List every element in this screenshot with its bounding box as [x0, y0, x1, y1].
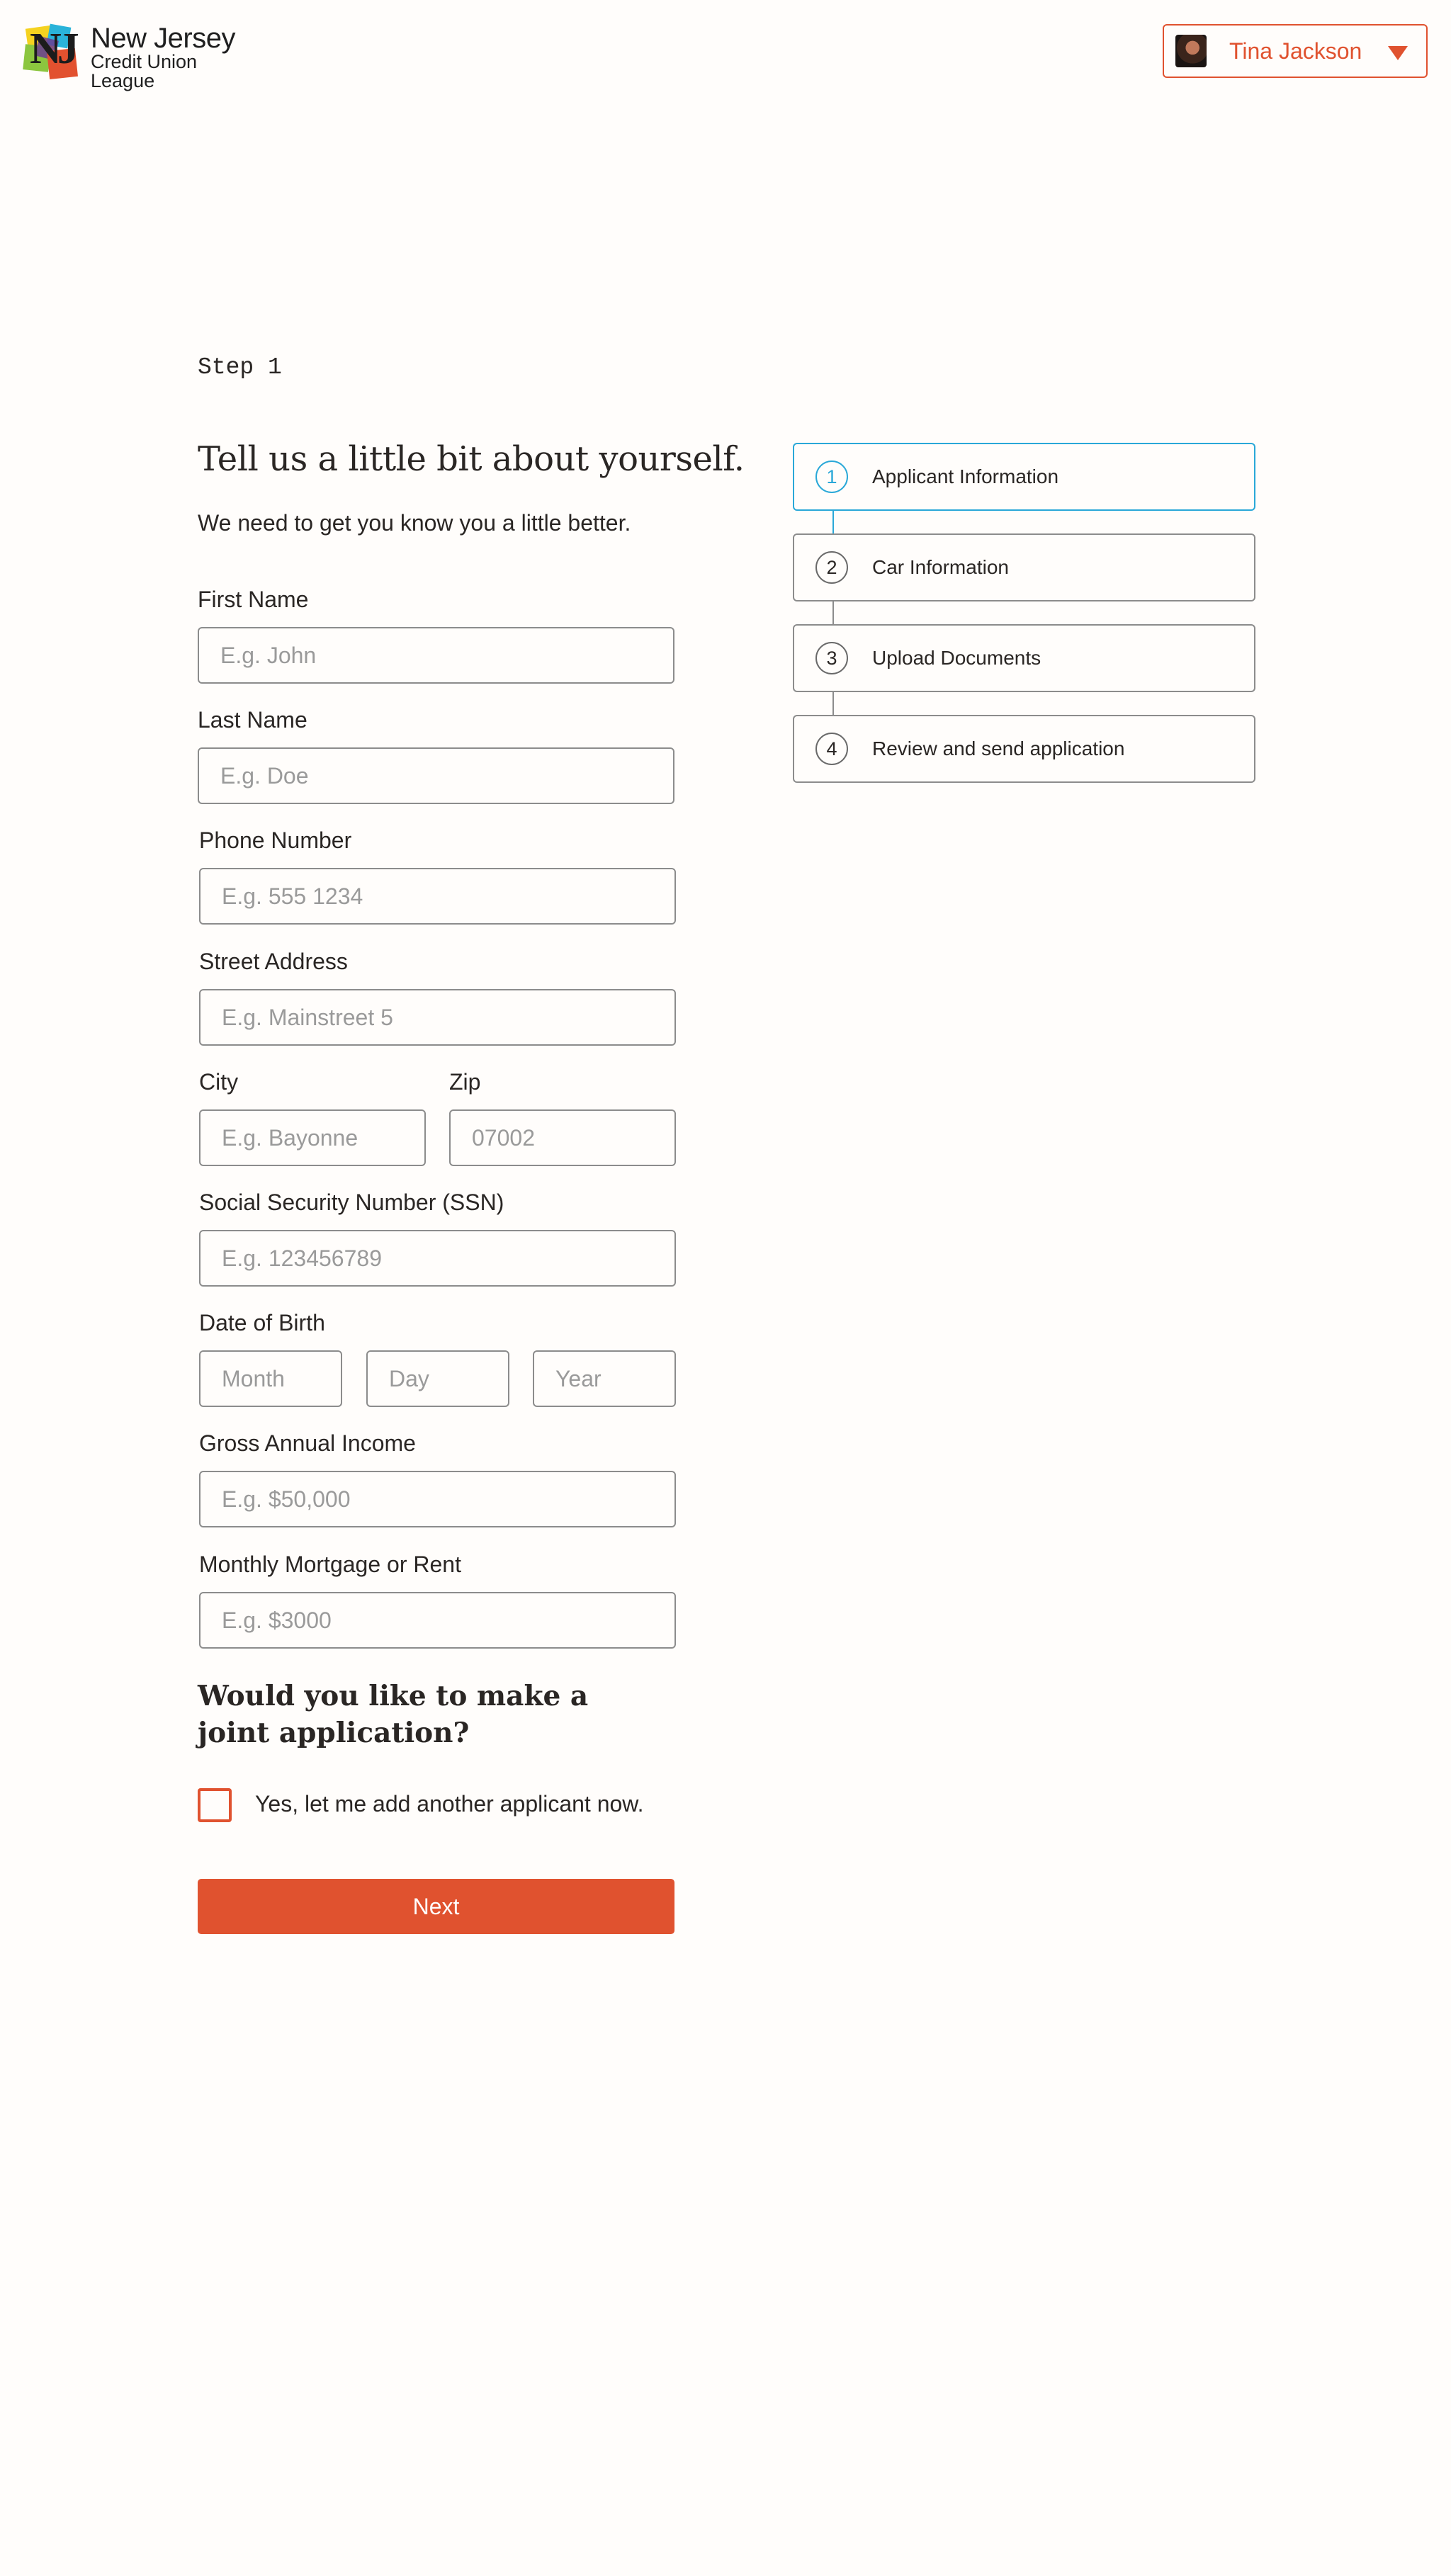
joint-application-checkbox[interactable] — [198, 1788, 232, 1822]
last-name-label: Last Name — [198, 707, 307, 733]
page-title: Tell us a little bit about yourself. — [198, 439, 745, 479]
step-connector — [832, 511, 834, 535]
step-label-4: Review and send application — [872, 738, 1125, 759]
logo-mark-text: NJ — [30, 25, 75, 73]
dob-year-input[interactable] — [533, 1350, 676, 1407]
first-name-label: First Name — [198, 587, 309, 612]
joint-application-checkbox-label[interactable]: Yes, let me add another applicant now. — [255, 1791, 644, 1817]
caret-down-icon — [1388, 46, 1408, 60]
step-label-1: Applicant Information — [872, 465, 1059, 487]
city-label: City — [199, 1069, 239, 1095]
dob-day-input[interactable] — [366, 1350, 509, 1407]
step-connector — [832, 692, 834, 716]
mortgage-label: Monthly Mortgage or Rent — [199, 1552, 461, 1577]
zip-input[interactable] — [449, 1109, 676, 1166]
mortgage-input[interactable] — [199, 1592, 676, 1649]
dob-label: Date of Birth — [199, 1310, 325, 1335]
income-label: Gross Annual Income — [199, 1430, 416, 1456]
user-menu-button[interactable] — [1163, 24, 1428, 78]
first-name-input[interactable] — [198, 627, 674, 684]
street-label: Street Address — [199, 949, 348, 974]
ssn-input[interactable] — [199, 1230, 676, 1287]
logo[interactable] — [23, 21, 264, 91]
user-name: Tina Jackson — [1229, 38, 1362, 64]
ssn-label: Social Security Number (SSN) — [199, 1190, 504, 1215]
last-name-input[interactable] — [198, 747, 674, 804]
zip-label: Zip — [449, 1069, 481, 1095]
logo-line-2: Credit Union League — [91, 51, 198, 91]
step-review-and-send[interactable] — [793, 715, 1255, 783]
user-avatar — [1175, 35, 1207, 67]
logo-line-1: New Jersey — [91, 23, 235, 54]
income-input[interactable] — [199, 1471, 676, 1527]
step-label-3: Upload Documents — [872, 647, 1041, 669]
page-subtitle: We need to get you know you a little better. — [198, 510, 631, 536]
phone-input[interactable] — [199, 868, 676, 925]
step-label: Step 1 — [198, 354, 282, 380]
step-upload-documents[interactable] — [793, 624, 1255, 692]
phone-label: Phone Number — [199, 827, 352, 853]
step-label-2: Car Information — [872, 556, 1009, 578]
next-button[interactable]: Next — [198, 1879, 674, 1934]
step-car-information[interactable] — [793, 533, 1255, 601]
street-input[interactable] — [199, 989, 676, 1046]
step-applicant-information[interactable] — [793, 443, 1255, 511]
logo-mark — [23, 21, 86, 81]
step-number-4: 4 — [815, 733, 848, 765]
dob-month-input[interactable] — [199, 1350, 342, 1407]
step-connector — [832, 601, 834, 626]
step-number-2: 2 — [815, 551, 848, 584]
step-number-1: 1 — [815, 461, 848, 493]
city-input[interactable] — [199, 1109, 426, 1166]
step-number-3: 3 — [815, 642, 848, 674]
joint-application-question: Would you like to make a joint application? — [198, 1680, 589, 1749]
